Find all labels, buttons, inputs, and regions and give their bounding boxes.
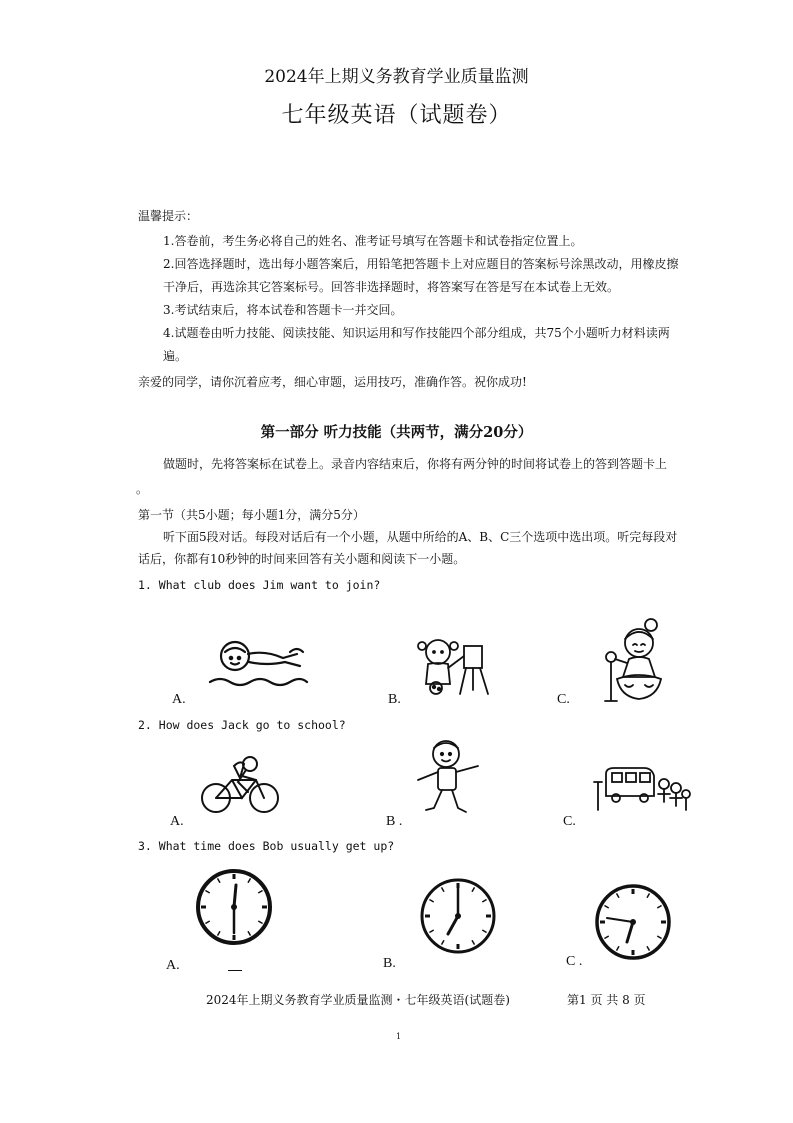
clock-icon-b: [418, 876, 498, 956]
encouragement: 亲爱的同学，请你沉着应考，细心审题，运用技巧，准确作答。祝你成功!: [138, 375, 527, 389]
part1-intro: 做题时，先将答案标在试卷上。录音内容结束后，你将有两分钟的时间将试卷上的答到答题卡上: [163, 457, 668, 471]
tips-heading: 温馨提示：: [138, 209, 199, 223]
school-bus-icon: [592, 764, 692, 814]
singing-icon: [595, 615, 675, 705]
clock-icon-c: [593, 882, 673, 962]
tip-4-cont: 遍。: [163, 349, 188, 363]
section1-title: 第一节（共5小题；每小题1分，满分5分）: [138, 508, 365, 522]
q1-option-b: B.: [388, 692, 401, 707]
tip-4: 4.试题卷由听力技能、阅读技能、知识运用和写作技能四个部分组成，共75个小题听力材料读两: [163, 326, 670, 340]
painting-icon: [412, 632, 492, 698]
q3-option-b: B.: [383, 956, 396, 971]
question-3: 3. What time does Bob usually get up?: [138, 839, 395, 853]
page-number: 1: [396, 1032, 402, 1041]
part1-intro-end: 。: [136, 482, 149, 496]
part1-title: 第一部分 听力技能（共两节，满分20分）: [260, 424, 533, 441]
bicycle-icon: [198, 752, 283, 816]
q2-option-a: A.: [170, 814, 184, 829]
tip-2: 2.回答选择题时，选出每小题答案后，用铅笔把答题卡上对应题目的答案标号涂黑改动，用橡皮擦: [163, 257, 679, 271]
swimming-icon: [205, 632, 310, 692]
q1-option-a: A.: [172, 692, 186, 707]
answer-blank-line: [228, 970, 242, 971]
q3-option-c: C .: [566, 954, 583, 969]
q2-option-b: B .: [386, 814, 403, 829]
tip-1: 1.答卷前，考生务必将自己的姓名、准考证号填写在答题卡和试卷指定位置上。: [163, 234, 583, 248]
tip-3: 3.考试结束后，将本试卷和答题卡一并交回。: [163, 303, 403, 317]
exam-subtitle: 2024年上期义务教育学业质量监测: [264, 67, 529, 87]
exam-title: 七年级英语（试题卷）: [281, 103, 512, 128]
q1-option-c: C.: [557, 692, 570, 707]
footer-page-count: 第1 页 共 8 页: [567, 993, 646, 1007]
question-1: 1. What club does Jim want to join?: [138, 578, 381, 592]
q3-option-a: A.: [166, 958, 180, 973]
clock-icon-a: [194, 867, 274, 947]
section1-instructions-cont: 话后，你都有10秒钟的时间来回答有关小题和阅读下一小题。: [138, 552, 466, 566]
tip-2-cont: 干净后，再选涂其它答案标号。回答非选择题时，将答案写在答是写在本试卷上无效。: [163, 280, 620, 294]
footer-exam-name: 2024年上期义务教育学业质量监测・七年级英语(试题卷): [206, 993, 510, 1007]
walking-icon: [412, 736, 487, 822]
q2-option-c: C.: [563, 814, 576, 829]
section1-instructions: 听下面5段对话。每段对话后有一个小题，从题中所给的A、B、C三个选项中选出项。听完每段对: [163, 530, 678, 544]
question-2: 2. How does Jack go to school?: [138, 718, 346, 732]
